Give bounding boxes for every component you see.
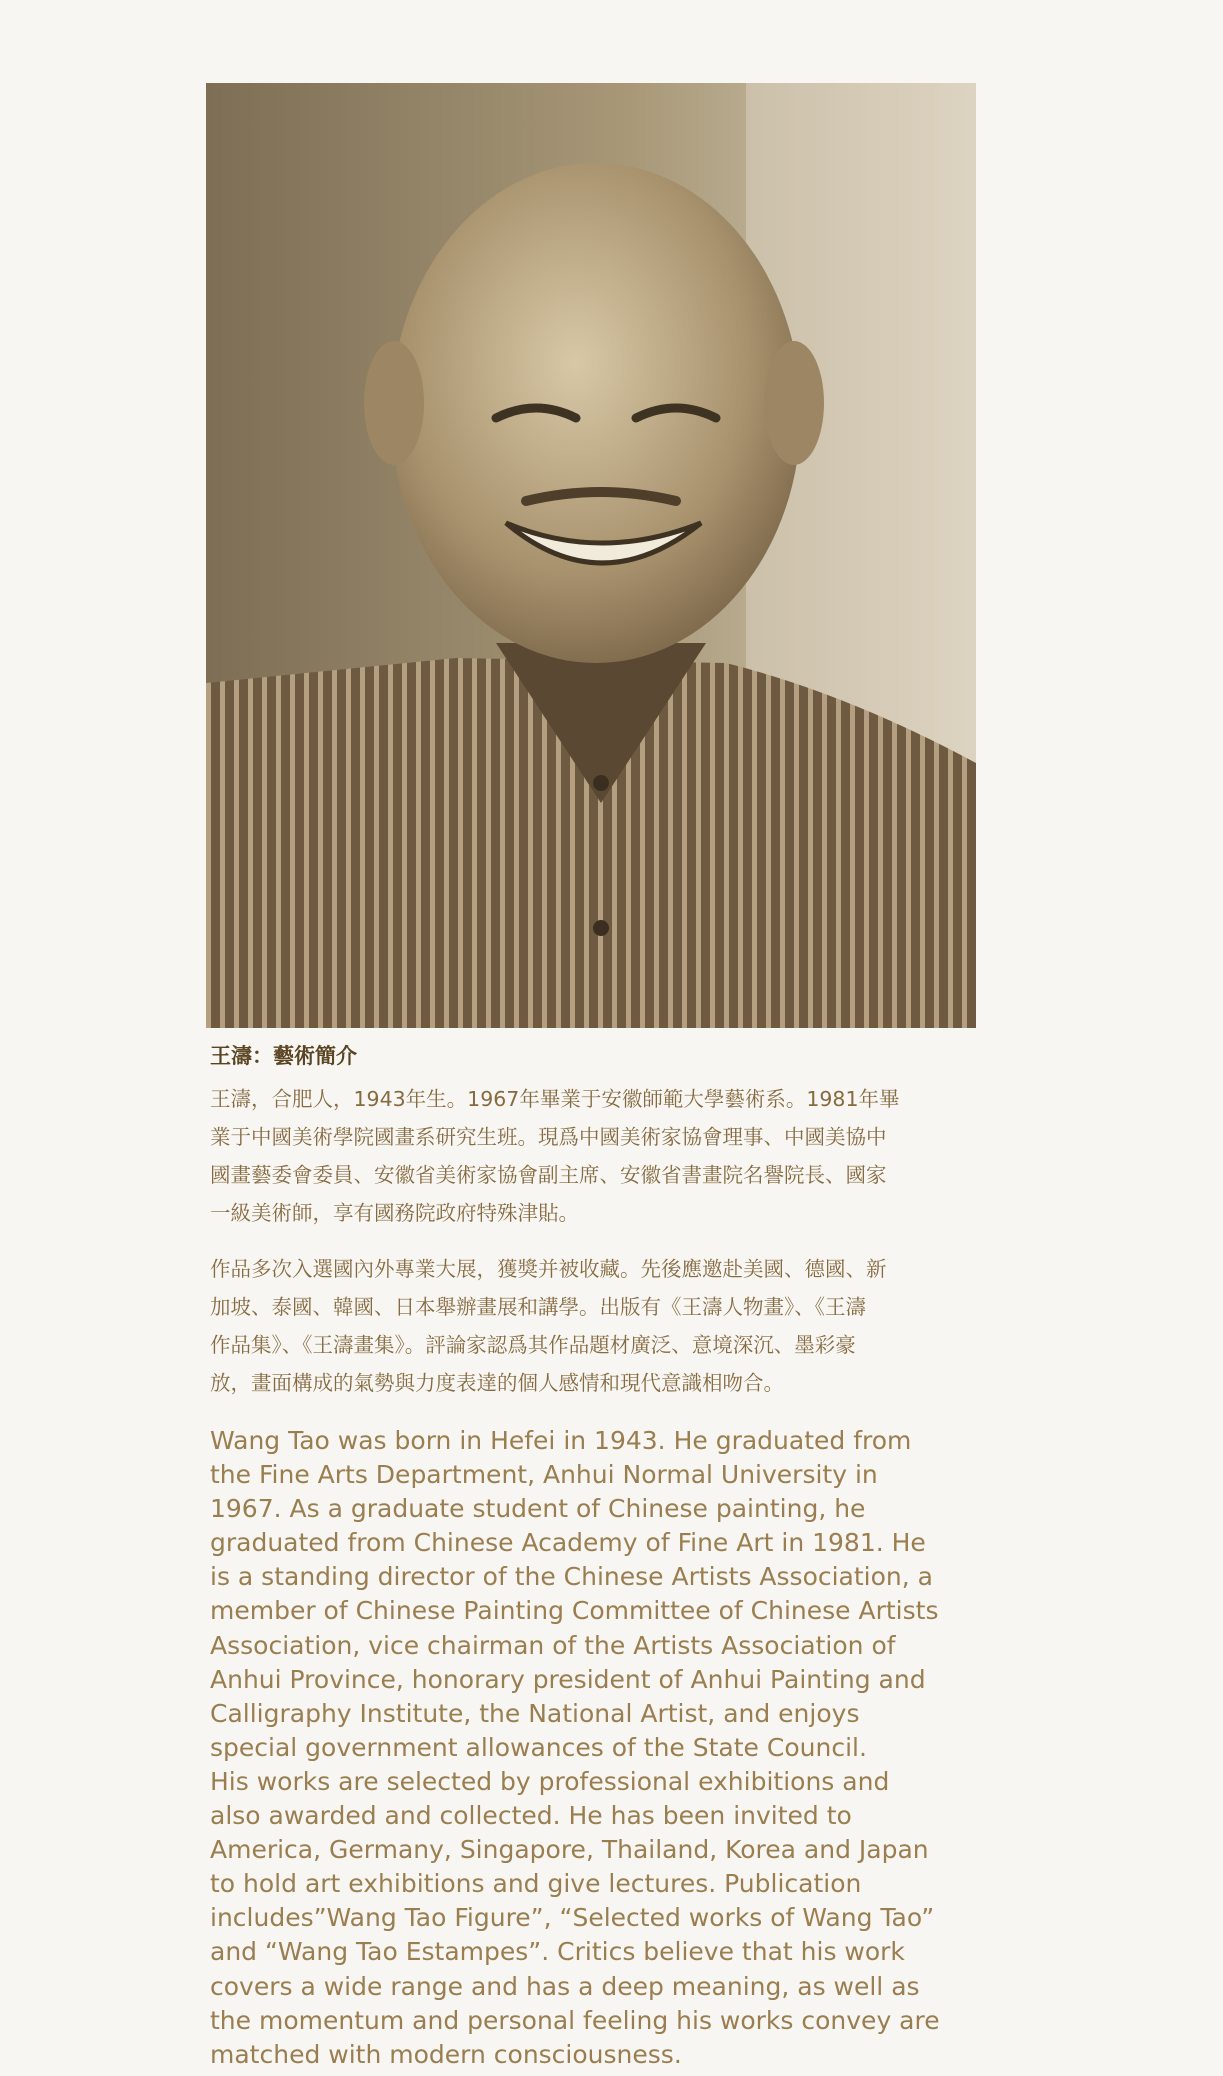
portrait-photo-illustration: [206, 83, 976, 1028]
chinese-bio-paragraph-2: [210, 1250, 1000, 1402]
chinese-bio-line: 加坡、泰國、韓國、日本舉辦畫展和講學。出版有《王濤人物畫》、《王濤: [210, 1295, 866, 1319]
english-bio-line: special government allowances of the State Council.: [210, 1732, 867, 1762]
english-bio-line: the momentum and personal feeling his works convey are: [210, 2005, 940, 2035]
english-bio-line: covers a wide range and has a deep meaning, as well as: [210, 1971, 920, 2001]
bio-heading: 王濤：藝術簡介: [210, 1044, 357, 1068]
chinese-bio-line: 王濤，合肥人，1943年生。1967年畢業于安徽師範大學藝術系。1981年畢: [210, 1087, 900, 1111]
english-bio-line: America, Germany, Singapore, Thailand, Korea and Japan: [210, 1835, 929, 1865]
english-bio-line: Association, vice chairman of the Artists Association of: [210, 1630, 896, 1660]
chinese-bio-line: 作品集》、《王濤畫集》。評論家認爲其作品題材廣泛、意境深沉、墨彩豪: [210, 1333, 856, 1357]
chinese-bio-line: 國畫藝委會委員、安徽省美術家協會副主席、安徽省書畫院名譽院長、國家: [210, 1163, 887, 1187]
english-bio-line: Calligraphy Institute, the National Artist, and enjoys: [210, 1698, 860, 1728]
chinese-bio-line: 作品多次入選國內外專業大展，獲獎并被收藏。先後應邀赴美國、德國、新: [210, 1257, 887, 1281]
english-bio-line: to hold art exhibitions and give lectures. Publication: [210, 1869, 862, 1899]
english-bio-line: Wang Tao was born in Hefei in 1943. He graduated from: [210, 1426, 912, 1455]
portrait-photo: [206, 83, 976, 1028]
english-bio-line: is a standing director of the Chinese Artists Association, a: [210, 1562, 933, 1592]
chinese-bio-line: 一級美術師，享有國務院政府特殊津貼。: [210, 1201, 579, 1225]
english-bio-line: includes”Wang Tao Figure”, “Selected works of Wang Tao”: [210, 1903, 935, 1933]
english-bio-line: graduated from Chinese Academy of Fine Art in 1981. He: [210, 1528, 926, 1558]
chinese-bio-line: 放，畫面構成的氣勢與力度表達的個人感情和現代意識相吻合。: [210, 1371, 784, 1395]
chinese-bio-paragraph-1: [210, 1080, 1000, 1232]
chinese-bio-line: 業于中國美術學院國畫系研究生班。現爲中國美術家協會理事、中國美協中: [210, 1125, 887, 1149]
english-bio: [210, 1424, 1010, 2072]
english-bio-line: Anhui Province, honorary president of Anhui Painting and: [210, 1664, 926, 1694]
english-bio-line: member of Chinese Painting Committee of Chinese Artists: [210, 1596, 939, 1626]
english-bio-line: His works are selected by professional exhibitions and: [210, 1766, 890, 1796]
english-bio-line: matched with modern consciousness.: [210, 2039, 682, 2069]
english-bio-line: 1967. As a graduate student of Chinese painting, he: [210, 1494, 866, 1524]
english-bio-line: and “Wang Tao Estampes”. Critics believe that his work: [210, 1937, 905, 1967]
english-bio-line: also awarded and collected. He has been invited to: [210, 1801, 852, 1831]
english-bio-line: the Fine Arts Department, Anhui Normal University in: [210, 1460, 878, 1490]
